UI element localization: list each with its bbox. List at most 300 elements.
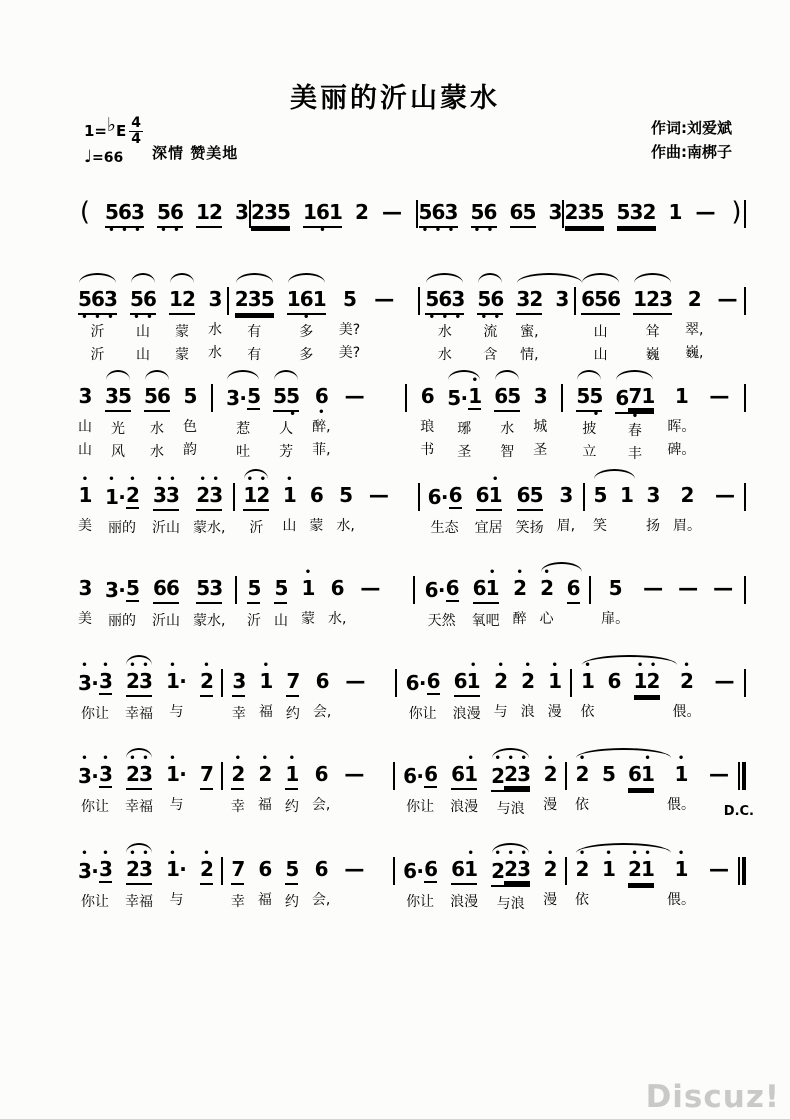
octave-dots-below [79,410,92,417]
lyric-line-2: 韵 [183,442,197,458]
note-digits: 6 5 [494,385,520,412]
octave-dots-below [200,885,213,892]
note-token [78,841,112,915]
barline [221,857,223,885]
octave-dots-below [196,604,222,611]
measure [247,560,381,634]
slur-arc [582,273,619,283]
octave-dots-below [428,511,462,518]
note-token [78,467,92,541]
note-token [259,653,273,727]
key-letter: E [115,122,127,140]
octave-dots-below [714,695,736,702]
note-digits: 1 [668,200,683,224]
lyric-line-1: 蒙 [175,324,189,340]
note-token [196,184,222,235]
slur-arc [634,273,671,283]
note-digits: — [344,857,365,881]
octave-dots-above: • [169,660,176,671]
slur-arc [426,273,463,283]
measure [406,653,562,727]
note-token [339,271,360,368]
octave-dots-below [344,695,366,702]
note-token [193,467,225,541]
lyric-line-2: 水 [437,347,452,363]
note-token [343,841,365,915]
octave-dots-below [105,511,139,518]
octave-dots-below [476,511,502,518]
octave-dots-below [494,412,520,419]
octave-dots-below [310,509,323,516]
note-digits: 6 [607,669,622,693]
note-digits: 6 · 6 [403,762,439,788]
note-digits: 6 1 [628,763,654,790]
note-token [105,467,139,541]
octave-dots-below: • [289,409,296,420]
note-token [540,560,554,634]
measure [581,271,738,368]
octave-dots-above: • [262,660,270,671]
octave-dots-below [540,602,553,609]
lyric-line-1: 山 [78,419,92,435]
note-token [575,746,589,820]
measure [78,271,222,368]
octave-dots-below [251,228,290,235]
octave-dots-below [78,885,112,892]
octave-dots-below [359,602,381,609]
expression-marking: 深情 赞美地 [152,144,239,162]
lyric-line-1: 光 [111,421,125,437]
octave-dots-below [677,602,699,609]
lyric-line-1: 幸 [230,799,245,815]
barline [233,483,235,511]
octave-dots-below [717,313,739,320]
measure [78,368,197,465]
note-token [166,841,187,915]
octave-dots-below [634,697,660,704]
slur-arc [288,273,325,283]
composer-credit: 作曲:南梆子 [651,143,732,161]
note-token [105,560,139,634]
note-digits: 3 [235,200,249,224]
octave-dots-above: • [304,567,312,578]
note-digits: 3 [646,483,661,507]
octave-dots-above: • [471,375,478,386]
note-digits: 5 6 [144,385,170,412]
lyric-line-1: 醉, [312,419,331,435]
octave-dots-below [510,228,536,235]
octave-dots-below [451,790,477,797]
octave-dots-below [708,410,730,417]
note-digits: 1 · 2 [105,483,140,509]
note-token [152,560,180,634]
note-token [533,368,547,465]
octave-dots-below: • [619,225,627,236]
lyric-line-1: 约 [284,894,299,910]
note-digits: 3 · 5 [226,384,262,410]
octave-dots-below [544,788,557,795]
note-digits: 2 [200,670,213,697]
note-digits: 2 3 5 [251,201,290,228]
note-token [593,467,607,539]
note-digits: 2 [521,669,536,693]
note-digits: 3 5 [105,385,131,412]
lyric-line-1: 漫 [547,704,562,720]
note-digits: 5 [342,287,357,311]
barline [744,669,746,697]
octave-dots-below [708,788,730,795]
note-token [258,746,272,820]
note-token [200,653,213,727]
octave-dots-above: • [516,567,523,578]
octave-dots-above: • [677,753,685,764]
note-digits: — [368,483,389,507]
note-digits: 6 5 [517,484,543,511]
octave-dots-above: • • [156,474,176,485]
lyric-line-2: 丰 [627,446,642,462]
octave-dots-below [421,410,434,417]
octave-dots-below [247,604,260,611]
octave-dots-below [184,410,197,417]
score-line [0,841,790,917]
slur-arc [244,469,268,479]
lyric-line-1: 丽的 [108,613,136,629]
octave-dots-below [105,412,131,419]
octave-dots-below [669,226,682,233]
octave-dots-below: • [592,409,600,420]
octave-dots-below [517,511,543,518]
lyric-line-1: 水, [336,518,355,534]
note-digits: 1 [620,483,634,507]
note-digits: 3 [555,287,570,311]
lyric-line-2: 智 [500,444,515,460]
note-token [471,184,497,235]
lyric-line-1: 你让 [81,894,109,910]
lyric-line-1: 沂山 [152,520,180,536]
lyric-line-1: 惹 [236,421,251,437]
lyric-line-1: 蜜, [520,324,539,340]
octave-dots-below [576,883,589,890]
octave-dots-below [355,226,368,233]
lyric-line-1: 依 [575,797,590,813]
octave-dots-above: • [169,848,176,859]
note-digits: 6 1 [454,670,480,697]
barline [744,200,746,228]
octave-dots-below: • • • [81,312,114,323]
note-digits: — [344,384,365,408]
octave-dots-above: • [467,753,474,764]
note-digits: 5 · 1 [447,384,483,410]
octave-dots-below [647,509,660,516]
measure [226,368,365,465]
measure [403,746,557,822]
octave-dots-above: • [261,753,269,764]
note-digits: ( [79,197,91,227]
score-header [0,116,790,178]
octave-dots-above: • • [246,474,267,485]
octave-dots-below [581,315,620,322]
note-token [105,368,131,465]
barline [583,483,585,511]
note-digits: — [714,669,735,693]
octave-dots-below [633,315,672,322]
octave-dots-below [196,511,222,518]
octave-dots-below [283,509,296,516]
lyric-line-1: 晖。 [667,419,696,435]
octave-dots-below: • • • [421,225,455,236]
note-token [183,368,197,465]
slur-arc [478,273,502,283]
slur-arc [126,843,152,853]
note-token [152,467,180,541]
note-token [282,467,296,541]
barline [393,857,395,885]
note-digits: 1 2 [169,288,195,315]
lyric-line-1: 眉, [556,518,576,534]
lyric-line-1: 心 [539,611,554,627]
barline [413,576,415,604]
note-digits: 1 [78,483,93,507]
lyric-line-1: 山 [282,518,297,534]
measure [231,841,365,915]
note-digits: 2 3 [196,484,222,511]
lyric-line-1: 福 [258,704,273,720]
lyric-line-1: 笑 [593,518,608,534]
note-token [557,467,575,541]
octave-dots-below [513,602,526,609]
note-digits: 5 6 3 [78,288,117,315]
note-digits: 5 3 [196,577,222,604]
octave-dots-below [680,695,693,702]
octave-dots-below [628,885,654,892]
score-line [0,467,790,541]
octave-dots-below [344,410,366,417]
octave-dots-below [259,695,272,702]
note-token [730,184,744,235]
note-digits: 5 [602,762,616,786]
note-digits: 5 6 3 [425,288,464,315]
octave-dots-below: • • [160,225,180,236]
octave-dots-below [226,412,260,419]
lyric-line-1: 山 [273,613,288,629]
note-digits: — [382,200,402,224]
note-digits: 1 [674,384,689,408]
score-line [0,271,790,368]
note-digits: 1 6 1 [303,201,342,228]
note-digits: 1 [674,857,689,881]
note-token [555,271,568,368]
note-token [685,271,703,368]
note-token [368,467,390,541]
note-digits: 2 [540,576,555,600]
octave-dots-above: • [491,474,499,485]
note-digits: 2 3 [126,858,152,885]
lyric-line-1: 幸 [230,894,245,910]
octave-dots-below [285,790,298,797]
barline [744,287,746,315]
slur-arc [227,370,259,380]
da-capo-marking: D.C. [723,804,754,819]
slur-arc [236,273,273,283]
lyric-line-1: 春 [627,423,642,439]
octave-dots-above: • • [199,474,219,485]
barline [221,669,223,697]
note-token [667,368,695,467]
octave-dots-above: • [234,753,242,764]
octave-dots-below [609,602,622,609]
lyric-line-1: 偎。 [667,892,696,908]
note-digits: 5 5 [273,385,299,412]
slur-arc [577,370,601,380]
note-digits: 5 [593,483,608,507]
note-token [157,184,183,235]
note-token [513,560,527,634]
note-token [450,841,478,917]
octave-dots-above: • [644,753,651,764]
lyric-line-2: 沂 [90,347,105,363]
note-token [301,560,315,634]
octave-dots-below [681,509,694,516]
octave-dots-below [343,788,365,795]
score-line [0,368,790,467]
note-digits: 2 [680,483,695,507]
octave-dots-below: • • [133,312,153,323]
note-token [355,184,368,235]
lyric-line-2: 有 [247,347,262,363]
lyric-line-1: 流 [483,324,498,340]
barline [235,576,237,604]
octave-dots-below [235,226,248,233]
note-token [344,368,366,465]
note-token [274,560,288,634]
note-token [303,184,342,235]
measure [235,271,395,368]
key-prefix: 1= [84,122,108,140]
octave-dots-below: • • • [108,225,141,236]
barline [393,762,395,790]
octave-dots-above: • • [108,474,136,485]
octave-dots-below [315,788,328,795]
note-digits: — [715,483,736,507]
note-digits: 1 [548,669,563,693]
note-token [200,841,213,915]
measure [78,841,213,915]
octave-dots-below [274,604,287,611]
note-digits: 2 [680,669,694,693]
note-digits: 3 [533,384,548,408]
lyric-line-1: 氧吧 [471,613,500,629]
octave-dots-below [235,315,274,322]
octave-dots-above: • [497,660,504,671]
note-token [669,184,682,235]
note-digits: 3 2 [516,288,542,315]
octave-dots-above: • [203,660,210,671]
note-digits: — [678,576,699,600]
final-barline [738,762,746,790]
lyric-line-1: 浪漫 [450,799,479,815]
octave-dots-below [425,604,459,611]
score-line [0,184,790,235]
octave-dots-above: • [288,753,296,764]
octave-dots-below [602,788,615,795]
lyric-line-1: 蒙 [300,611,315,627]
lyric-line-1: 幸福 [125,894,153,910]
measure [425,560,580,634]
note-token [312,841,330,915]
note-token [313,653,331,727]
octave-dots-below [534,410,547,417]
note-token [312,746,330,820]
note-token [273,368,299,465]
octave-dots-below [695,226,717,233]
octave-dots-below [169,315,195,322]
barline [405,384,407,412]
lyric-line-1: 披 [582,421,597,437]
lyric-line-1: 蒙水, [193,613,226,629]
octave-dots-above: • • [631,848,651,859]
note-digits: 5 6 3 [419,201,458,228]
octave-dots-below [628,790,654,797]
note-token [312,368,330,465]
measure [251,184,403,235]
note-digits: 5 6 [471,201,497,228]
lyric-line-1: 会, [311,892,331,908]
lyric-line-1: 山 [593,324,608,340]
octave-dots-below [285,885,298,892]
note-digits: 7 [286,670,299,697]
octave-dots-below [494,695,507,702]
slur-arc [582,655,677,665]
octave-dots-above: • [683,660,690,671]
barline [221,762,223,790]
lyric-line-1: 色 [183,419,197,435]
lyric-line-1: 与 [169,797,184,813]
barline [570,669,572,697]
octave-dots-below: • • • [428,312,462,323]
lyric-line-1: 美 [78,518,92,534]
octave-dots-below [473,604,499,611]
note-token [125,746,153,820]
note-token [166,653,187,727]
octave-dots-above: • • [81,848,109,859]
octave-dots-above: • [543,567,550,578]
lyric-line-2: 芳 [279,444,294,460]
lyric-line-1: 琅 [420,419,435,435]
octave-dots-below [642,602,664,609]
lyric-line-1: 浪漫 [452,706,481,722]
octave-dots-below [548,695,561,702]
measure [243,467,389,541]
octave-dots-below [316,695,329,702]
lyric-line-1: 你让 [81,706,109,722]
octave-dots-below [200,790,213,797]
octave-dots-below: • [318,407,325,418]
octave-dots-above: • [286,474,293,485]
note-digits: 6 5 6 [581,288,620,315]
score-line [0,653,790,727]
barline [418,483,420,511]
octave-dots-below: • [319,225,326,236]
octave-dots-below [549,226,562,233]
octave-dots-above: • [584,660,591,671]
octave-dots-below [231,885,244,892]
note-digits: 6 1 [476,484,502,511]
octave-dots-below [286,697,299,704]
note-token [521,653,535,727]
octave-dots-below [200,697,213,704]
watermark: Discuz! [645,1079,780,1115]
measure [575,746,730,820]
